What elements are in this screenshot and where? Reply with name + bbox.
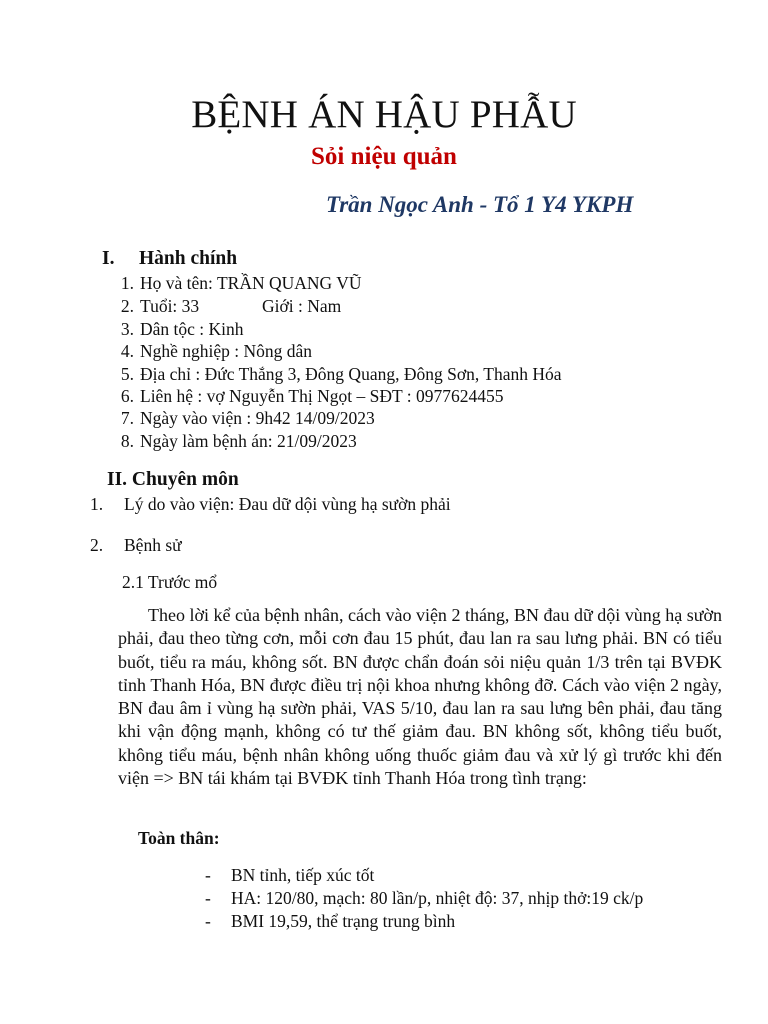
- list-item: 8. Ngày làm bệnh án: 21/09/2023: [120, 431, 357, 451]
- list-item: 7. Ngày vào viện : 9h42 14/09/2023: [120, 408, 375, 428]
- bullet-item: - BN tỉnh, tiếp xúc tốt: [205, 865, 375, 885]
- list-item: 5. Địa chỉ : Đức Thắng 3, Đông Quang, Đông Sơn, Thanh Hóa: [120, 364, 562, 384]
- bullet-item: - HA: 120/80, mạch: 80 lần/p, nhiệt độ: 37, nhịp thở:19 ck/p: [205, 888, 644, 908]
- list-item: 2. Bệnh sử: [90, 535, 182, 555]
- document-subtitle: Sỏi niệu quản: [311, 143, 457, 170]
- section-1-heading: [102, 248, 237, 270]
- list-item: 6. Liên hệ : vợ Nguyễn Thị Ngọt – SĐT : 0977624455: [120, 386, 504, 406]
- general-heading: Toàn thân:: [138, 828, 220, 848]
- section-1-title: Hành chính: [139, 248, 238, 269]
- author-line: Trần Ngọc Anh - Tổ 1 Y4 YKPH: [326, 192, 634, 217]
- list-item: 4. Nghề nghiệp : Nông dân: [120, 341, 313, 361]
- document-title: BỆNH ÁN HẬU PHẪU: [191, 93, 577, 136]
- list-item: 1. Họ và tên: TRẦN QUANG VŨ: [120, 273, 362, 293]
- list-item: 3. Dân tộc : Kinh: [120, 319, 244, 339]
- section-2-heading: II. Chuyên môn: [107, 469, 239, 490]
- section-1-numeral: I.: [102, 248, 115, 269]
- subsection-title: 2.1 Trước mổ: [122, 572, 218, 592]
- list-item: 2. Tuổi: 33 Giới : Nam: [120, 296, 342, 316]
- list-item: 1. Lý do vào viện: Đau dữ dội vùng hạ sườn phải: [90, 494, 451, 514]
- history-paragraph: Theo lời kể của bệnh nhân, cách vào viện 2 tháng, BN đau dữ dội vùng hạ sườn phải, đau theo từng cơn, mỗi cơn đau 15 phút, đau lan ra sau lưng phải. BN có tiểu buốt, tiểu ra máu, không sốt. BN được chẩn đoán sỏi niệu quản 1/3 trên tại BVĐK tỉnh Thanh Hóa, BN được điều trị nội khoa nhưng không đỡ. Cách vào viện 2 ngày, BN đau âm ỉ vùng hạ sườn phải, VAS 5/10, đau lan ra sau lưng bên phải, đau tăng khi vận động mạnh, không có tư thế giảm đau. BN không sốt, không tiểu buốt, không tiểu máu, bệnh nhân không uống thuốc giảm đau và xử lý gì trước khi đến viện => BN tái khám tại BVĐK tỉnh Thanh Hóa trong tình trạng:: [118, 605, 722, 789]
- bullet-item: - BMI 19,59, thể trạng trung bình: [205, 911, 456, 931]
